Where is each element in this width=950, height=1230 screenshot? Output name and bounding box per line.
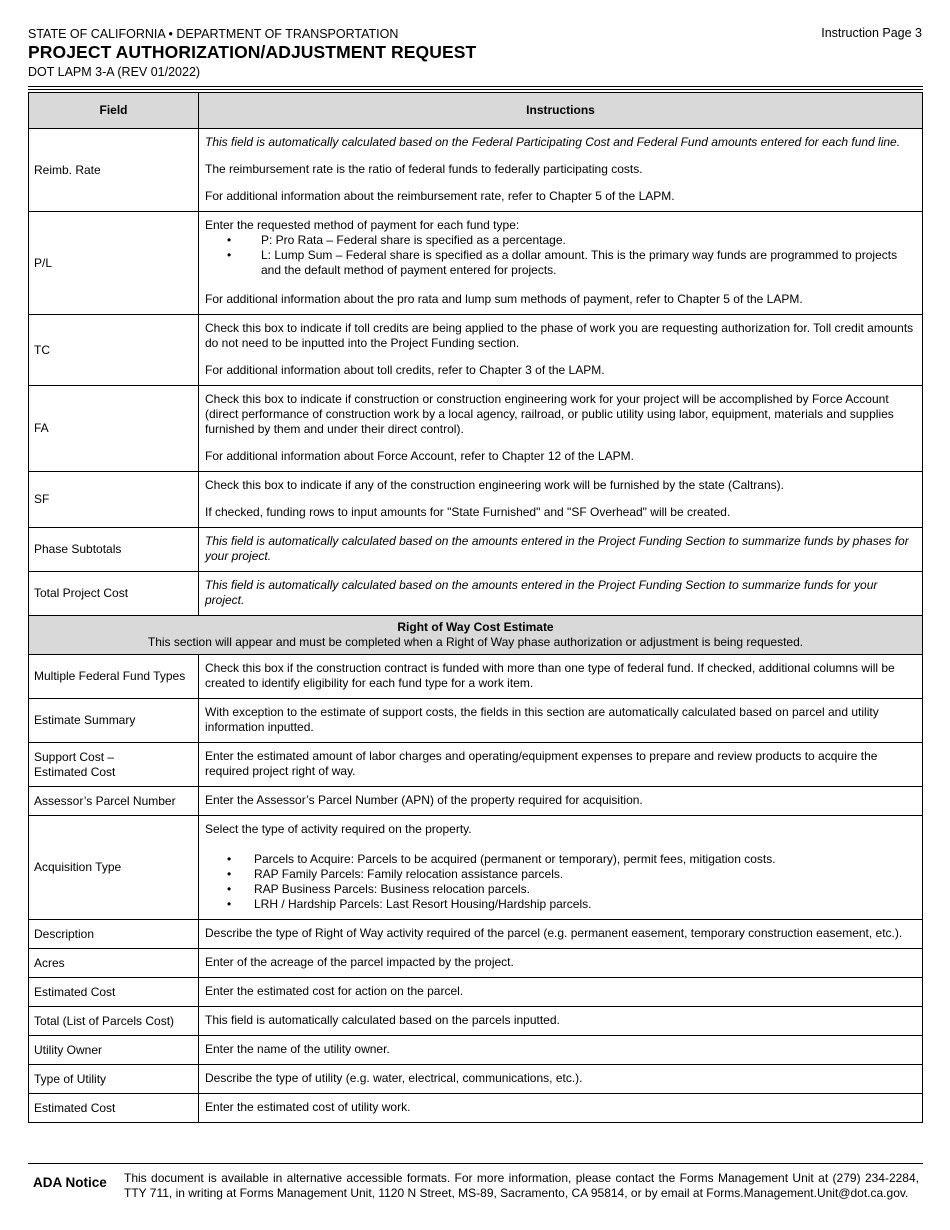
field-label: SF — [29, 472, 199, 528]
table-header-row — [29, 93, 923, 129]
instructions-cell — [199, 472, 923, 528]
instructions-cell — [199, 743, 923, 787]
header-rule-top — [28, 86, 923, 87]
instruction-text: Enter the requested method of payment for each fund type: — [205, 218, 520, 232]
list-item: • RAP Family Parcels: Family relocation assistance parcels. — [205, 867, 917, 882]
instruction-text: Check this box to indicate if construction or construction engineering work for your project will be accomplished by Force Account (direct performance of construction work by a local agency, railroad, or public utility using labor, equipment, materials and supplies furnished by them and under their direct control). — [205, 392, 894, 436]
instruction-text: Enter the estimated amount of labor charges and operating/equipment expenses to prepare and review products to acquire the required project right of way. — [205, 749, 878, 778]
instruction-text: This field is automatically calculated based on the amounts entered in the Project Funding Section to summarize funds by phases for your project. — [205, 534, 909, 563]
payment-method-list — [205, 233, 917, 278]
instruction-text: Check this box to indicate if toll credits are being applied to the phase of work you are requesting authorization for. Toll credit amounts do not need to be inputted into the Project Funding section. — [205, 321, 914, 350]
field-label-line: Estimated Cost — [34, 764, 116, 779]
instructions-cell — [199, 978, 923, 1007]
field-label: Assessor’s Parcel Number — [29, 787, 199, 816]
instruction-text: Describe the type of utility (e.g. water, electrical, communications, etc.). — [205, 1071, 583, 1085]
acquisition-type-list — [205, 852, 917, 912]
list-item: • P: Pro Rata – Federal share is specified as a percentage. — [205, 233, 917, 248]
instruction-text: Describe the type of Right of Way activity required of the parcel (e.g. permanent easement, temporary construction easement, etc.). — [205, 926, 903, 940]
instructions-cell — [199, 699, 923, 743]
instructions-cell — [199, 572, 923, 616]
list-item: • LRH / Hardship Parcels: Last Resort Housing/Hardship parcels. — [205, 897, 917, 912]
row-total-list-of-parcels-cost — [29, 1007, 923, 1036]
section-title: Right of Way Cost Estimate — [397, 620, 554, 634]
list-item-text: L: Lump Sum – Federal share is specified as a dollar amount. This is the primary way funds are programmed to projects and the default method of payment entered for projects. — [261, 248, 898, 277]
ada-notice-text: This document is available in alternative accessible formats. For more information, please contact the Forms Management Unit at (279) 234-2284, TTY 711, in writing at Forms Management Unit, 1120 N Street, MS-89, Sacramento, CA 95814, or by email at Forms.Management.Unit@dot.ca.gov. — [124, 1171, 919, 1200]
field-label: Utility Owner — [29, 1036, 199, 1065]
section-header-cell — [29, 616, 923, 655]
row-sf — [29, 472, 923, 528]
instructions-cell — [199, 1065, 923, 1094]
instruction-text: For additional information about the reimbursement rate, refer to Chapter 5 of the LAPM. — [205, 189, 675, 203]
list-item: • Parcels to Acquire: Parcels to be acquired (permanent or temporary), permit fees, mitigation costs. — [205, 852, 917, 867]
column-header-field: Field — [29, 93, 199, 129]
footer-rule — [28, 1163, 923, 1164]
field-label: Total Project Cost — [29, 572, 199, 616]
instruction-text: Enter the estimated cost of utility work. — [205, 1100, 411, 1114]
row-fa — [29, 386, 923, 472]
row-description — [29, 920, 923, 949]
field-label: Description — [29, 920, 199, 949]
instructions-table — [28, 92, 923, 1123]
form-title: PROJECT AUTHORIZATION/ADJUSTMENT REQUEST — [28, 42, 477, 62]
instructions-cell — [199, 386, 923, 472]
instructions-cell — [199, 949, 923, 978]
page-label: Instruction Page 3 — [821, 26, 922, 40]
ada-notice-label: ADA Notice — [33, 1175, 107, 1190]
instruction-text: For additional information about Force Account, refer to Chapter 12 of the LAPM. — [205, 449, 634, 463]
instructions-cell — [199, 787, 923, 816]
row-utility-owner — [29, 1036, 923, 1065]
instructions-cell — [199, 1094, 923, 1123]
instruction-text: With exception to the estimate of support costs, the fields in this section are automatically calculated based on parcel and utility information inputted. — [205, 705, 879, 734]
field-label: Multiple Federal Fund Types — [29, 655, 199, 699]
field-label — [29, 743, 199, 787]
instruction-text: Select the type of activity required on the property. — [205, 822, 472, 836]
header-rule-bottom — [28, 89, 923, 90]
column-header-instructions: Instructions — [199, 93, 923, 129]
instructions-cell — [199, 1007, 923, 1036]
row-acres — [29, 949, 923, 978]
field-label: Acres — [29, 949, 199, 978]
instruction-text: This field is automatically calculated based on the Federal Participating Cost and Federal Fund amounts entered for each fund line. — [205, 135, 901, 149]
instruction-text: Check this box if the construction contract is funded with more than one type of federal fund. If checked, additional columns will be created to identify eligibility for each fund type for a work item. — [205, 661, 895, 690]
row-estimated-cost-parcel — [29, 978, 923, 1007]
row-multiple-federal-fund-types — [29, 655, 923, 699]
instruction-text: Enter the Assessor’s Parcel Number (APN) of the property required for acquisition. — [205, 793, 643, 807]
row-estimated-cost-utility — [29, 1094, 923, 1123]
row-support-cost — [29, 743, 923, 787]
agency-name: STATE OF CALIFORNIA • DEPARTMENT OF TRANSPORTATION — [28, 27, 399, 41]
field-label: Total (List of Parcels Cost) — [29, 1007, 199, 1036]
field-label: Estimated Cost — [29, 978, 199, 1007]
instructions-cell — [199, 655, 923, 699]
row-pl — [29, 212, 923, 315]
field-label: FA — [29, 386, 199, 472]
field-label-line: Support Cost – — [34, 749, 115, 764]
instructions-cell — [199, 1036, 923, 1065]
field-label: Phase Subtotals — [29, 528, 199, 572]
instructions-cell — [199, 920, 923, 949]
row-type-of-utility — [29, 1065, 923, 1094]
instruction-text: Check this box to indicate if any of the construction engineering work will be furnished by the state (Caltrans). — [205, 478, 784, 492]
field-label: Acquisition Type — [29, 816, 199, 920]
row-reimb-rate — [29, 129, 923, 212]
instructions-cell — [199, 528, 923, 572]
instruction-text: This field is automatically calculated based on the amounts entered in the Project Funding Section to summarize funds for your project. — [205, 578, 878, 607]
instruction-text: Enter the name of the utility owner. — [205, 1042, 390, 1056]
field-label: Estimated Cost — [29, 1094, 199, 1123]
instruction-text: Enter of the acreage of the parcel impacted by the project. — [205, 955, 514, 969]
row-assessors-parcel-number — [29, 787, 923, 816]
field-label: P/L — [29, 212, 199, 315]
instructions-cell — [199, 315, 923, 386]
row-acquisition-type — [29, 816, 923, 920]
section-subtitle: This section will appear and must be completed when a Right of Way phase authorization or adjustment is being requested. — [147, 635, 804, 649]
instructions-cell — [199, 129, 923, 212]
list-item: • RAP Business Parcels: Business relocation parcels. — [205, 882, 917, 897]
field-label: TC — [29, 315, 199, 386]
list-item — [205, 248, 917, 278]
section-header-right-of-way — [29, 616, 923, 655]
instructions-cell — [199, 212, 923, 315]
instruction-text: The reimbursement rate is the ratio of federal funds to federally participating costs. — [205, 162, 643, 176]
row-total-project-cost — [29, 572, 923, 616]
instruction-text: For additional information about toll credits, refer to Chapter 3 of the LAPM. — [205, 363, 605, 377]
row-estimate-summary — [29, 699, 923, 743]
instruction-text: If checked, funding rows to input amounts for "State Furnished" and "SF Overhead" will be created. — [205, 505, 731, 519]
form-number: DOT LAPM 3-A (REV 01/2022) — [28, 65, 201, 79]
row-phase-subtotals — [29, 528, 923, 572]
field-label: Type of Utility — [29, 1065, 199, 1094]
field-label: Estimate Summary — [29, 699, 199, 743]
row-tc — [29, 315, 923, 386]
instructions-cell — [199, 816, 923, 920]
instruction-text: This field is automatically calculated based on the parcels inputted. — [205, 1013, 560, 1027]
field-label: Reimb. Rate — [29, 129, 199, 212]
instruction-text: For additional information about the pro rata and lump sum methods of payment, refer to Chapter 5 of the LAPM. — [205, 292, 803, 306]
instruction-text: Enter the estimated cost for action on the parcel. — [205, 984, 464, 998]
